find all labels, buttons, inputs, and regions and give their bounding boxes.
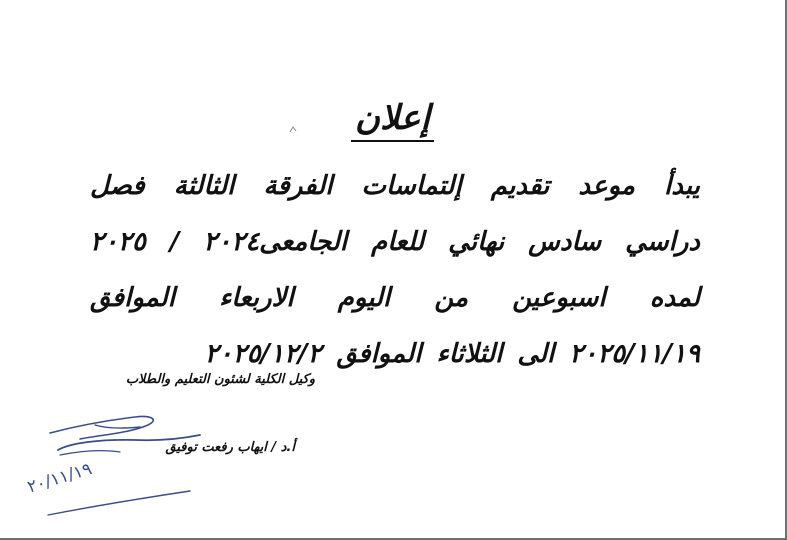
announcement-title — [0, 98, 785, 142]
announcement-title-text: إعلان — [351, 98, 434, 142]
handwritten-date: ٢٠/١١/١٩ — [25, 459, 95, 498]
handwritten-signature — [40, 395, 270, 525]
announcement-body: يبدأ موعد تقديم إلتماسات الفرقة الثالثة فصل دراسي سادس نهائي للعام الجامعى٢٠٢٤ / ٢٠٢٥ لمده اسبوعين من اليوم الاربعاء الموافق ٢٠٢٥/١١/١٩ الى الثلاثاء الموافق ٢٠٢٥/١٢/٢ — [90, 171, 700, 369]
signatory-title: وكيل الكلية لشئون التعليم والطلاب — [125, 372, 315, 387]
signatory-name: أ.د / ايهاب رفعت توفيق — [165, 440, 295, 455]
